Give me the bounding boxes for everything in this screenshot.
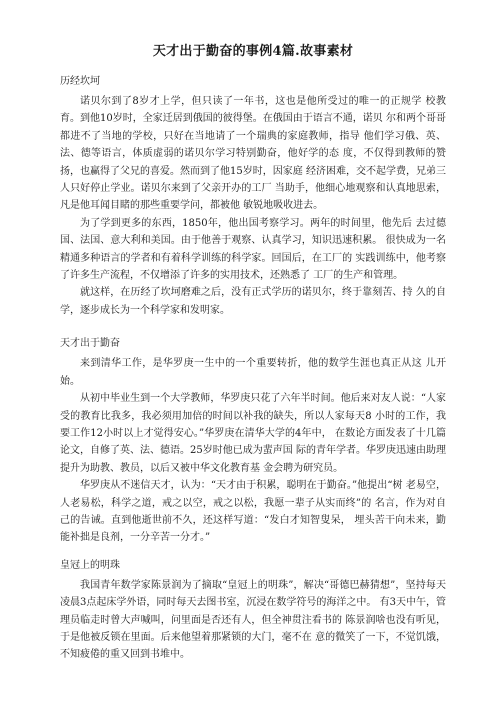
paragraph: 就这样，在历经了坎坷磨难之后，没有正式学历的诺贝尔，终于靠刻苦、持 久的自学，逐步成长为一个科学家和发明家。: [60, 287, 446, 316]
paragraph: 来到清华工作，是华罗庚一生中的一个重要转折，他的数学生涯也真正从这 儿开始。: [60, 358, 446, 387]
paragraph: 我国青年数学家陈景润为了摘取“皇冠上的明珠”，解决“哥德巴赫猜想”，坚持每天凌晨3点起床学外语，同时每天去图书室，沉浸在数学符号的海洋之中。 有3天中午，管理员临走时曾大声喊叫，问里面是否还有人，但全神贯注看书的 陈景润啥也没有听见，于是他被反锁在里面。后来他望着那紧锁的大门，毫不在 意的微笑了一下，不觉饥饿，不知疲倦的重又回到书堆中。: [60, 579, 446, 661]
section-heading: 历经坎坷: [60, 76, 100, 87]
document-title: 天才出于勤奋的事例4篇.故事素材: [152, 44, 354, 59]
section-crown-jewel: [60, 559, 446, 664]
paragraph: 为了学到更多的东西，1850年，他出国考察学习。两年的时间里，他先后 去过德国、法国、意大利和美国。由于他善于观察、认真学习，知识迅速积累。 很快成为一名精通多种语言的学者和有着科学训练的科学家。回国后，在工厂的 实践训练中，他考察了许多生产流程，不仅增添了许多的实用技术，还熟悉了 工厂的生产和管理。: [60, 217, 446, 282]
section-heading: 皇冠上的明珠: [60, 559, 120, 571]
paragraph: 从初中毕业生到一个大学教师，华罗庚只花了六年半时间。他后来对友人说：“人家受的教育比我多，我必须用加倍的时间以补我的缺失，所以人家每天8 小时的工作，我要工作12小时以上才觉得安心。”华罗庚在清华大学的4年中， 在数论方面发表了十几篇论文，自修了英、法、德语。25岁时他已成为蜚声国 际的青年学者。华罗庚迅速由助理提升为助教、教员，以后又被中华文化教育基 金会聘为研究员。: [60, 393, 446, 474]
section-hardships: [60, 75, 446, 319]
paragraph: 华罗庚从不迷信天才，认为：“天才由于积累，聪明在于勤奋。”他提出“树 老易空，人老易松，科学之道，戒之以空，戒之以松，我愿一辈子从实而终”的 名言，作为对自己的告诫。直到他逝世前不久，还这样写道：“发白才知智叟呆， 埋头苦干向未来，勤能补拙是良剂，一分辛苦一分才。”: [60, 480, 446, 544]
paragraph: 诺贝尔到了8岁才上学，但只读了一年书，这也是他所受过的唯一的正规学 校教育。到他10岁时，全家迁居到俄国的彼得堡。在俄国由于语言不通，诺贝 尔和两个哥哥都进不了当地的学校，只好在当地请了一个瑞典的家庭教师，指导 他们学习俄、英、法、德等语言，体质虚弱的诺贝尔学习特别勤奋，他好学的态 度，不仅得到教师的赞扬，也赢得了父兄的喜爱。然而到了他15岁时，因家庭 经济困难，交不起学费，兄弟三人只好停止学业。诺贝尔来到了父亲开办的工厂 当助手，他细心地观察和认真地思索，凡是他耳闻目睹的那些重要学问，都被他 敏锐地吸收进去。: [60, 96, 446, 212]
section-heading: 天才出于勤奋: [60, 338, 120, 350]
section-genius-diligence: [60, 337, 446, 546]
